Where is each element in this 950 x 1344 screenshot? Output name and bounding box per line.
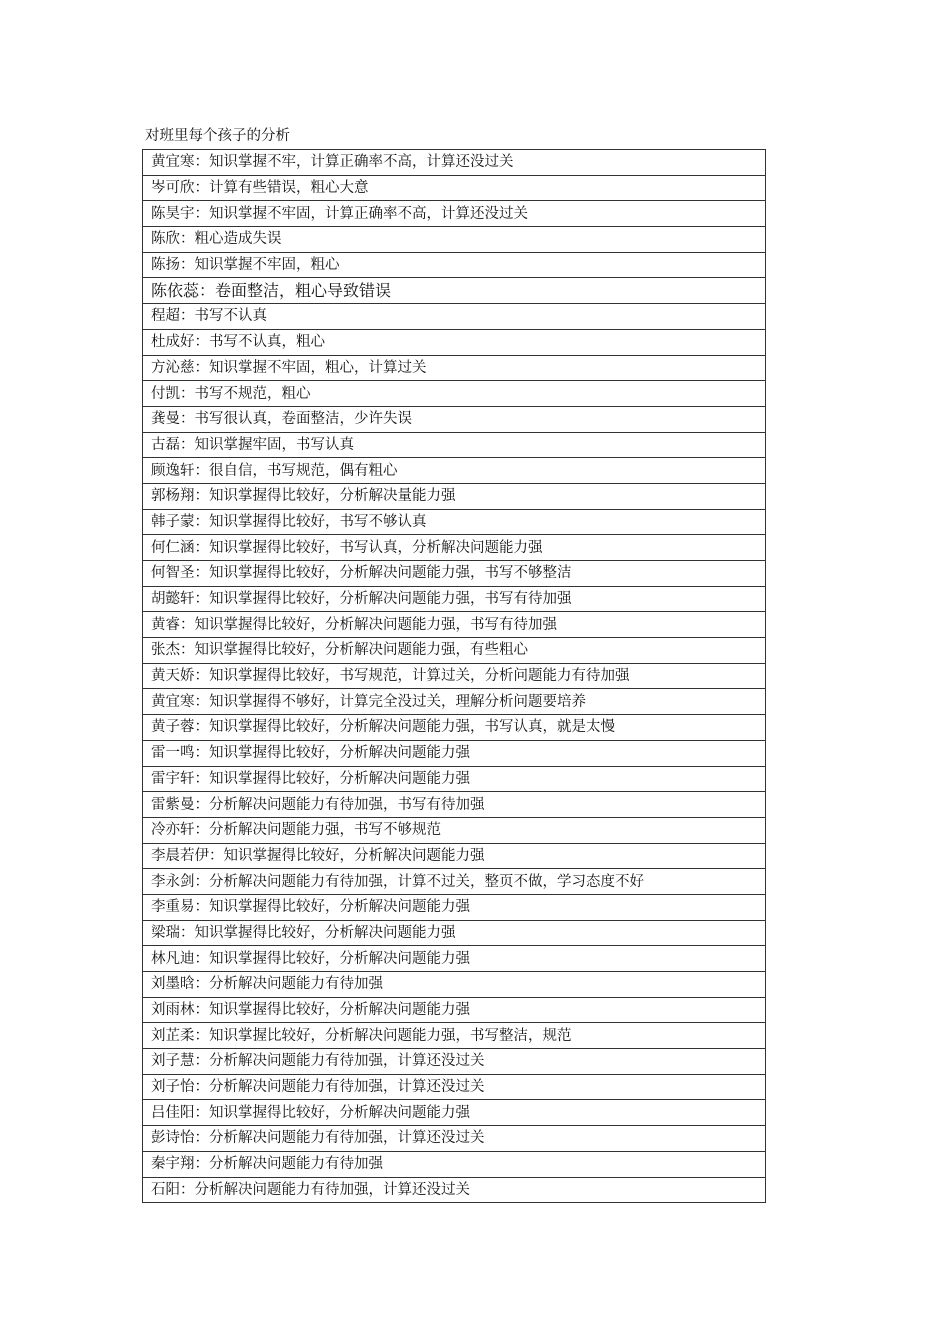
student-comment: 梁瑞：知识掌握得比较好，分析解决问题能力强 [143,920,766,946]
table-row [143,458,766,484]
table-row [143,252,766,278]
table-row [143,304,766,330]
student-comment: 陈依蕊：卷面整洁，粗心导致错误 [143,278,766,304]
table-row [143,817,766,843]
student-comment: 杜成好：书写不认真，粗心 [143,329,766,355]
student-comment: 程超：书写不认真 [143,304,766,330]
table-row [143,843,766,869]
table-row [143,920,766,946]
table-row [143,509,766,535]
table-row [143,946,766,972]
table-row [143,227,766,253]
student-comment: 黄宜寒：知识掌握得不够好，计算完全没过关，理解分析问题要培养 [143,689,766,715]
student-comment: 刘芷柔：知识掌握比较好，分析解决问题能力强，书写整洁，规范 [143,1023,766,1049]
table-row [143,355,766,381]
page-title: 对班里每个孩子的分析 [145,128,290,144]
student-comment: 方沁慈：知识掌握不牢固，粗心，计算过关 [143,355,766,381]
table-row [143,638,766,664]
student-comment: 秦宇翔：分析解决问题能力有待加强 [143,1151,766,1177]
student-comment: 岑可欣：计算有些错误，粗心大意 [143,175,766,201]
student-comment: 刘子怡：分析解决问题能力有待加强，计算还没过关 [143,1074,766,1100]
student-comment: 李重易：知识掌握得比较好，分析解决问题能力强 [143,894,766,920]
table-row [143,869,766,895]
student-comment: 黄子蓉：知识掌握得比较好，分析解决问题能力强，书写认真，就是太慢 [143,715,766,741]
table-row [143,766,766,792]
student-analysis-table [142,149,766,1203]
student-comment: 陈昊宇：知识掌握不牢固，计算正确率不高，计算还没过关 [143,201,766,227]
table-row [143,972,766,998]
student-comment: 刘雨林：知识掌握得比较好，分析解决问题能力强 [143,997,766,1023]
table-body [143,150,766,1203]
student-comment: 黄宜寒：知识掌握不牢，计算正确率不高，计算还没过关 [143,150,766,176]
table-row [143,1177,766,1203]
table-row [143,612,766,638]
table-row [143,561,766,587]
table-row [143,1100,766,1126]
student-comment: 李永剑：分析解决问题能力有待加强，计算不过关，整页不做，学习态度不好 [143,869,766,895]
student-comment: 冷亦轩：分析解决问题能力强，书写不够规范 [143,817,766,843]
student-comment: 古磊：知识掌握牢固，书写认真 [143,432,766,458]
table-row [143,894,766,920]
table-row [143,278,766,304]
table-row [143,1126,766,1152]
student-comment: 黄天娇：知识掌握得比较好，书写规范，计算过关，分析问题能力有待加强 [143,663,766,689]
student-comment: 刘子慧：分析解决问题能力有待加强，计算还没过关 [143,1049,766,1075]
table-row [143,715,766,741]
student-comment: 何智圣：知识掌握得比较好，分析解决问题能力强，书写不够整洁 [143,561,766,587]
student-comment: 胡懿轩：知识掌握得比较好，分析解决问题能力强，书写有待加强 [143,586,766,612]
table-row [143,1023,766,1049]
table-row [143,201,766,227]
table-row [143,740,766,766]
student-comment: 韩子蒙：知识掌握得比较好，书写不够认真 [143,509,766,535]
table-row [143,432,766,458]
table-row [143,997,766,1023]
table-row [143,1074,766,1100]
table-row [143,329,766,355]
student-comment: 雷宇轩：知识掌握得比较好，分析解决问题能力强 [143,766,766,792]
student-comment: 李晨若伊：知识掌握得比较好，分析解决问题能力强 [143,843,766,869]
student-comment: 林凡迪：知识掌握得比较好，分析解决问题能力强 [143,946,766,972]
table-row [143,175,766,201]
table-row [143,406,766,432]
student-comment: 何仁涵：知识掌握得比较好，书写认真，分析解决问题能力强 [143,535,766,561]
table-row [143,535,766,561]
student-comment: 龚曼：书写很认真，卷面整洁，少许失误 [143,406,766,432]
table-row [143,663,766,689]
table-row [143,381,766,407]
student-comment: 雷一鸣：知识掌握得比较好，分析解决问题能力强 [143,740,766,766]
table-row [143,1151,766,1177]
student-comment: 黄睿：知识掌握得比较好，分析解决问题能力强，书写有待加强 [143,612,766,638]
table-row [143,1049,766,1075]
table-row [143,586,766,612]
table-row [143,483,766,509]
table-row [143,792,766,818]
student-comment: 彭诗怡：分析解决问题能力有待加强，计算还没过关 [143,1126,766,1152]
student-comment: 吕佳阳：知识掌握得比较好，分析解决问题能力强 [143,1100,766,1126]
student-comment: 刘墨晗：分析解决问题能力有待加强 [143,972,766,998]
student-comment: 陈扬：知识掌握不牢固，粗心 [143,252,766,278]
table-row [143,150,766,176]
student-comment: 付凯：书写不规范，粗心 [143,381,766,407]
student-comment: 张杰：知识掌握得比较好，分析解决问题能力强，有些粗心 [143,638,766,664]
student-comment: 石阳：分析解决问题能力有待加强，计算还没过关 [143,1177,766,1203]
student-comment: 雷紫曼：分析解决问题能力有待加强，书写有待加强 [143,792,766,818]
student-comment: 顾逸轩：很自信，书写规范，偶有粗心 [143,458,766,484]
table-row [143,689,766,715]
student-comment: 郭杨翔：知识掌握得比较好，分析解决量能力强 [143,483,766,509]
student-comment: 陈欣：粗心造成失误 [143,227,766,253]
